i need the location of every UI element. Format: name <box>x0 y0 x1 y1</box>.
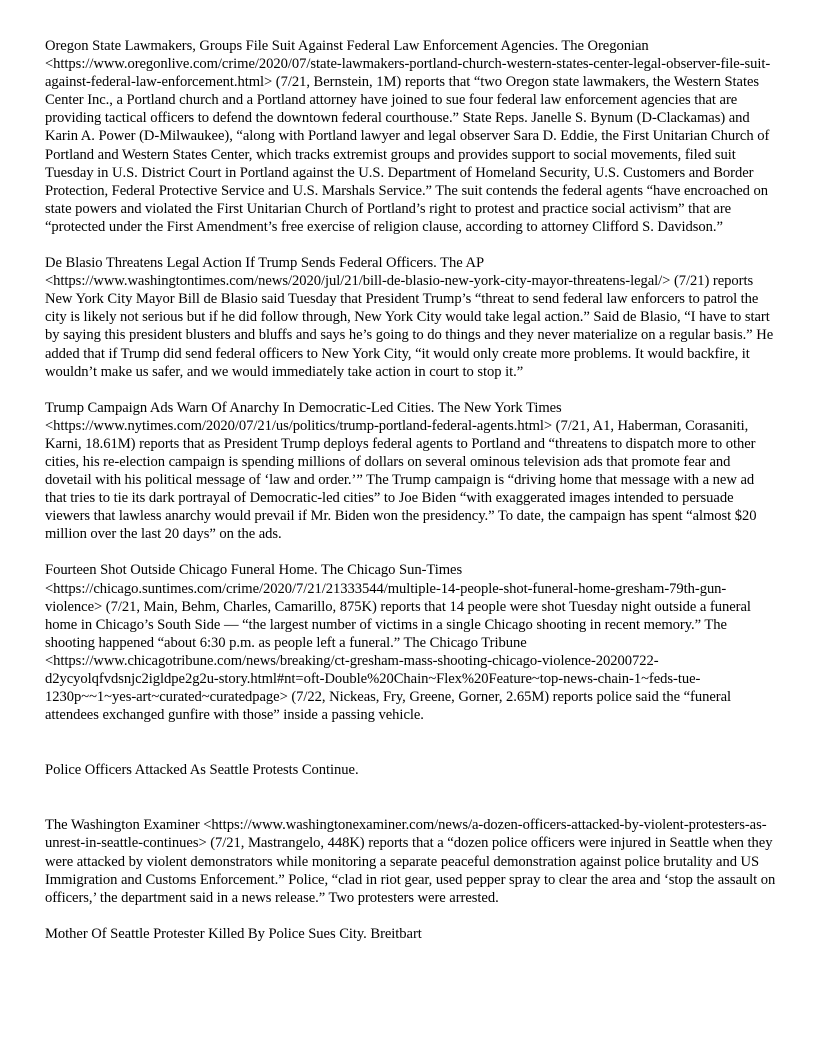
headline-seattle-mother-lawsuit: Mother Of Seattle Protester Killed By Police Sues City. Breitbart <box>45 925 422 942</box>
document-body <box>45 37 776 943</box>
article-chicago-funeral-shooting: Fourteen Shot Outside Chicago Funeral Home. The Chicago Sun-Times <https://chicago.suntimes.com/crime/2020/7/21/21333544/multiple-14-people-shot-funeral-home-gresham-79th-gun-violence> (7/21, Main, Behm, Charles, Camarillo, 875K) reports that 14 people were shot Tuesday night outside a funeral home in Chicago’s South Side — “the largest number of victims in a single Chicago shooting in recent memory.” The shooting happened “about 6:30 p.m. as people left a funeral.” The Chicago Tribune <https://www.chicagotribune.com/news/breaking/ct-gresham-mass-shooting-chicago-violence-20200722-d2ycyolqfvdsnjc2igldpe2g2u-story.html#nt=oft-Double%20Chain~Flex%20Feature~top-news-chain-1~feds-tue-1230p~~1~yes-art~curated~curatedpage> (7/22, Nickeas, Fry, Greene, Gorner, 2.65M) reports police said the “funeral attendees exchanged gunfire with those” inside a passing vehicle. <box>45 562 751 724</box>
paragraph-spacer <box>45 381 776 399</box>
article-trump-campaign-ads: Trump Campaign Ads Warn Of Anarchy In Democratic-Led Cities. The New York Times <https://www.nytimes.com/2020/07/21/us/politics/trump-portland-federal-agents.html> (7/21, A1, Haberman, Corasaniti, Karni, 18.61M) reports that as President Trump deploys federal agents to Portland and “threatens to dispatch more to other cities, his re-election campaign is spending millions of dollars on several ominous television ads that promote fear and dovetail with his political message of ‘law and order.’” The Trump campaign is “driving home that message with a new ad that tries to tie its dark portrayal of Democratic-led cities” to Joe Biden “with exaggerated images intended to persuade viewers that lawless anarchy would prevail if Mr. Biden won the presidency.” To date, the campaign has spent “almost $20 million over the last 20 days” on the ads. <box>45 399 757 543</box>
headline-seattle-officers-attacked: Police Officers Attacked As Seattle Protests Continue. <box>45 762 359 779</box>
paragraph-spacer <box>45 543 776 561</box>
article-de-blasio-legal-action: De Blasio Threatens Legal Action If Trump Sends Federal Officers. The AP <https://www.washingtontimes.com/news/2020/jul/21/bill-de-blasio-new-york-city-mayor-threatens-legal/> (7/21) reports New York City Mayor Bill de Blasio said Tuesday that President Trump’s “threat to send federal law enforcers to patrol the city is likely not serious but if he did follow through, New York City would take legal action.” Said de Blasio, “I have to start by saying this president blusters and bluffs and says he’s going to do things and they never materialize on a regular basis.” He added that if Trump did send federal officers to New York City, “it would only create more problems. It would backfire, it wouldn’t make us safer, and we would immediately take action in court to stop it.” <box>45 255 774 380</box>
paragraph-spacer <box>45 236 776 254</box>
article-washington-examiner-seattle: The Washington Examiner <https://www.washingtonexaminer.com/news/a-dozen-officers-attacked-by-violent-protesters-as-unrest-in-seattle-continues> (7/21, Mastrangelo, 448K) reports that a “dozen police officers were injured in Seattle when they were attacked by violent demonstrators while monitoring a separate peaceful demonstration against police brutality and US Immigration and Customs Enforcement.” Police, “clad in riot gear, used pepper spray to clear the area and ‘stop the assault on officers,’ the department said in a news release.” Two protesters were arrested. <box>45 817 776 906</box>
article-oregon-lawsuit: Oregon State Lawmakers, Groups File Suit Against Federal Law Enforcement Agencies. The Oregonian <https://www.oregonlive.com/crime/2020/07/state-lawmakers-portland-church-western-states-center-legal-observer-file-suit-against-federal-law-enforcement.html> (7/21, Bernstein, 1M) reports that “two Oregon state lawmakers, the Western States Center Inc., a Portland church and a Portland attorney have joined to sue four federal law enforcement agencies that are providing tactical officers to defend the downtown federal courthouse.” State Reps. Janelle S. Bynum (D-Clackamas) and Karin A. Power (D-Milwaukee), “along with Portland lawyer and legal observer Sara D. Eddie, the First Unitarian Church of Portland and Western States Center, which tracks extremist groups and provides support to social movements, filed suit Tuesday in U.S. District Court in Portland against the U.S. Department of Homeland Security, U.S. Customers and Border Protection, Federal Protective Service and U.S. Marshals Service.” The suit contends the federal agents “have encroached on state powers and violated the First Unitarian Church of Portland’s right to protest and practice social activism” that are “protected under the First Amendment’s free exercise of religion clause, according to attorney Clifford S. Davidson.” <box>45 38 771 235</box>
paragraph-spacer <box>45 779 776 816</box>
paragraph-spacer <box>45 907 776 925</box>
paragraph-spacer <box>45 724 776 761</box>
